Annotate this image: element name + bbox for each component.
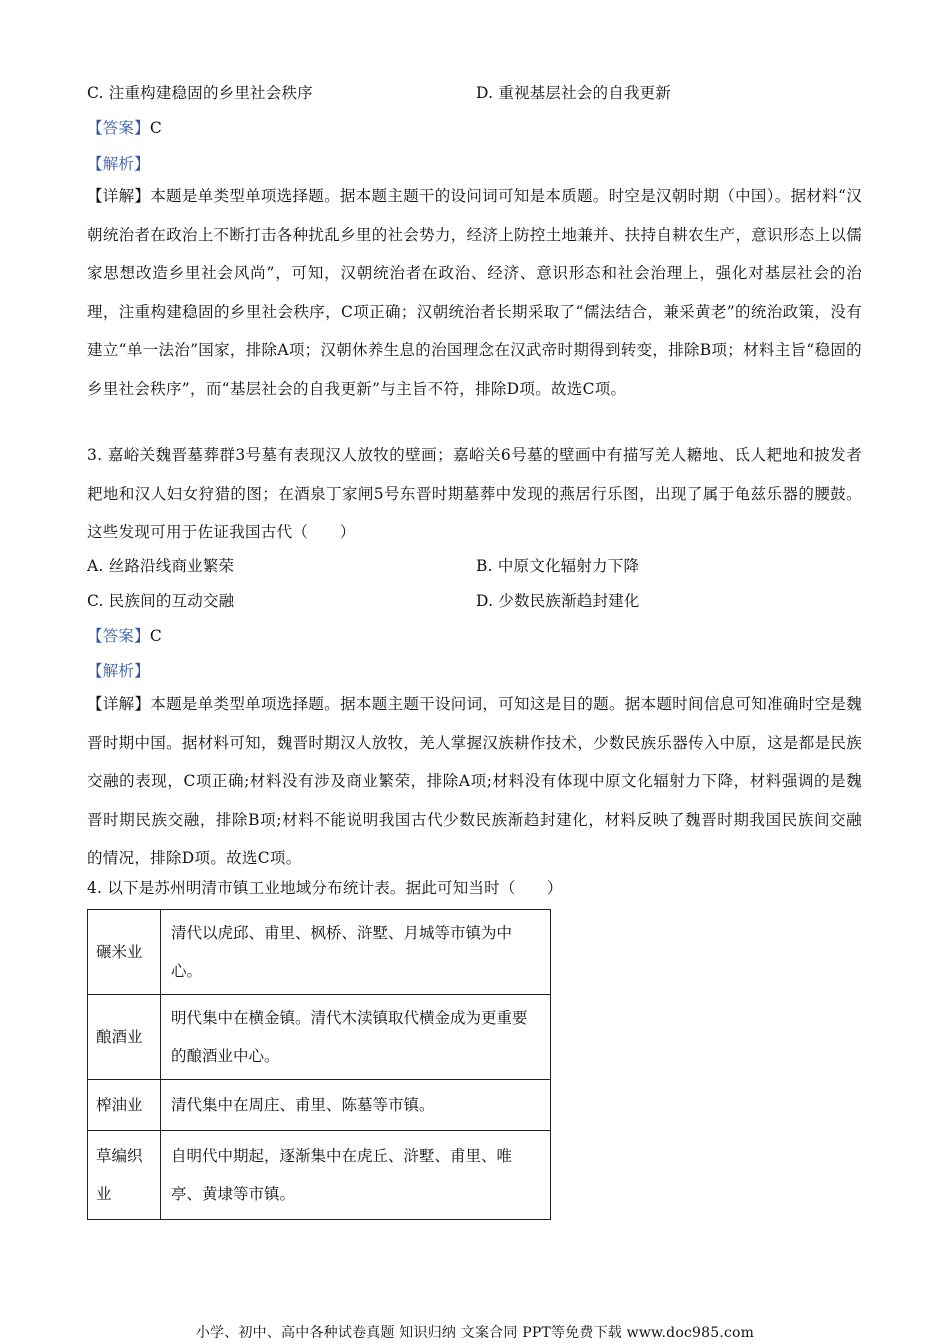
q2-option-d: D. 重视基层社会的自我更新 [476, 84, 672, 102]
q3-analysis-label: 【解析】 [87, 662, 150, 680]
industry-desc-cell: 清代集中在周庄、甫里、陈墓等市镇。 [161, 1080, 551, 1131]
q2-analysis-label: 【解析】 [87, 155, 150, 173]
industry-desc-cell: 清代以虎邱、甫里、枫桥、浒墅、月城等市镇为中心。 [161, 910, 551, 995]
q4-stem: 4. 以下是苏州明清市镇工业地域分布统计表。据此可知当时（ ） [87, 879, 563, 897]
q2-option-c: C. 注重构建稳固的乡里社会秩序 [87, 84, 313, 102]
industry-name-cell: 碾米业 [88, 910, 161, 995]
q3-answer-label: 【答案】 [87, 627, 150, 645]
industry-distribution-table [87, 909, 551, 1220]
q3-stem: 3. 嘉峪关魏晋墓葬群3号墓有表现汉人放牧的壁画；嘉峪关6号墓的壁画中有描写羌人耱地、氐人耙地和披发者耙地和汉人妇女狩猎的图；在酒泉丁家闸5号东晋时期墓葬中发现的燕居行乐图，出现了属于龟兹乐器的腰鼓。这些发现可用于佐证我国古代（ ） [87, 446, 862, 541]
industry-desc-cell: 明代集中在横金镇。清代木渎镇取代横金成为更重要的酿酒业中心。 [161, 995, 551, 1080]
q3-detail-paragraph: 【详解】本题是单类型单项选择题。据本题主题干设问词，可知这是目的题。据本题时间信息可知准确时空是魏晋时期中国。据材料可知，魏晋时期汉人放牧，羌人掌握汉族耕作技术，少数民族乐器传入中原，这是都是民族交融的表现，C项正确;材料没有涉及商业繁荣，排除A项;材料没有体现中原文化辐射力下降，材料强调的是魏晋时期民族交融，排除B项;材料不能说明我国古代少数民族渐趋封建化，材料反映了魏晋时期我国民族间交融的情况，排除D项。故选C项。 [87, 695, 862, 867]
table-row [88, 910, 551, 995]
q3-option-c: C. 民族间的互动交融 [87, 592, 235, 610]
q2-detail-paragraph: 【详解】本题是单类型单项选择题。据本题主题干的设问词可知是本质题。时空是汉朝时期（中国）。据材料“汉朝统治者在政治上不断打击各种扰乱乡里的社会势力，经济上防控土地兼并、扶持自耕农生产，意识形态上以儒家思想改造乡里社会风尚”，可知，汉朝统治者在政治、经济、意识形态和社会治理上，强化对基层社会的治理，注重构建稳固的乡里社会秩序，C项正确；汉朝统治者长期采取了“儒法结合，兼采黄老”的统治政策，没有建立“单一法治”国家，排除A项；汉朝休养生息的治国理念在汉武帝时期得到转变，排除B项；材料主旨“稳固的乡里社会秩序”，而“基层社会的自我更新”与主旨不符，排除D项。故选C项。 [87, 187, 862, 398]
q3-answer [87, 624, 162, 646]
q3-option-a: A. 丝路沿线商业繁荣 [87, 557, 235, 575]
q3-option-b: B. 中原文化辐射力下降 [476, 557, 640, 575]
industry-desc-cell: 自明代中期起，逐渐集中在虎丘、浒墅、甫里、唯亭、黄埭等市镇。 [161, 1131, 551, 1220]
q2-answer-label: 【答案】 [87, 119, 150, 137]
q2-answer [87, 116, 162, 138]
table-row [88, 1080, 551, 1131]
q3-option-d: D. 少数民族渐趋封建化 [476, 592, 640, 610]
industry-name-cell: 榨油业 [88, 1080, 161, 1131]
q2-answer-value: C [149, 119, 162, 137]
table-row [88, 995, 551, 1080]
page-footer: 小学、初中、高中各种试卷真题 知识归纳 文案合同 PPT等免费下载 www.doc985.com [195, 1325, 755, 1341]
q3-answer-value: C [149, 627, 162, 645]
industry-name-cell: 酿酒业 [88, 995, 161, 1080]
industry-name-cell: 草编织业 [88, 1131, 161, 1220]
table-row [88, 1131, 551, 1220]
